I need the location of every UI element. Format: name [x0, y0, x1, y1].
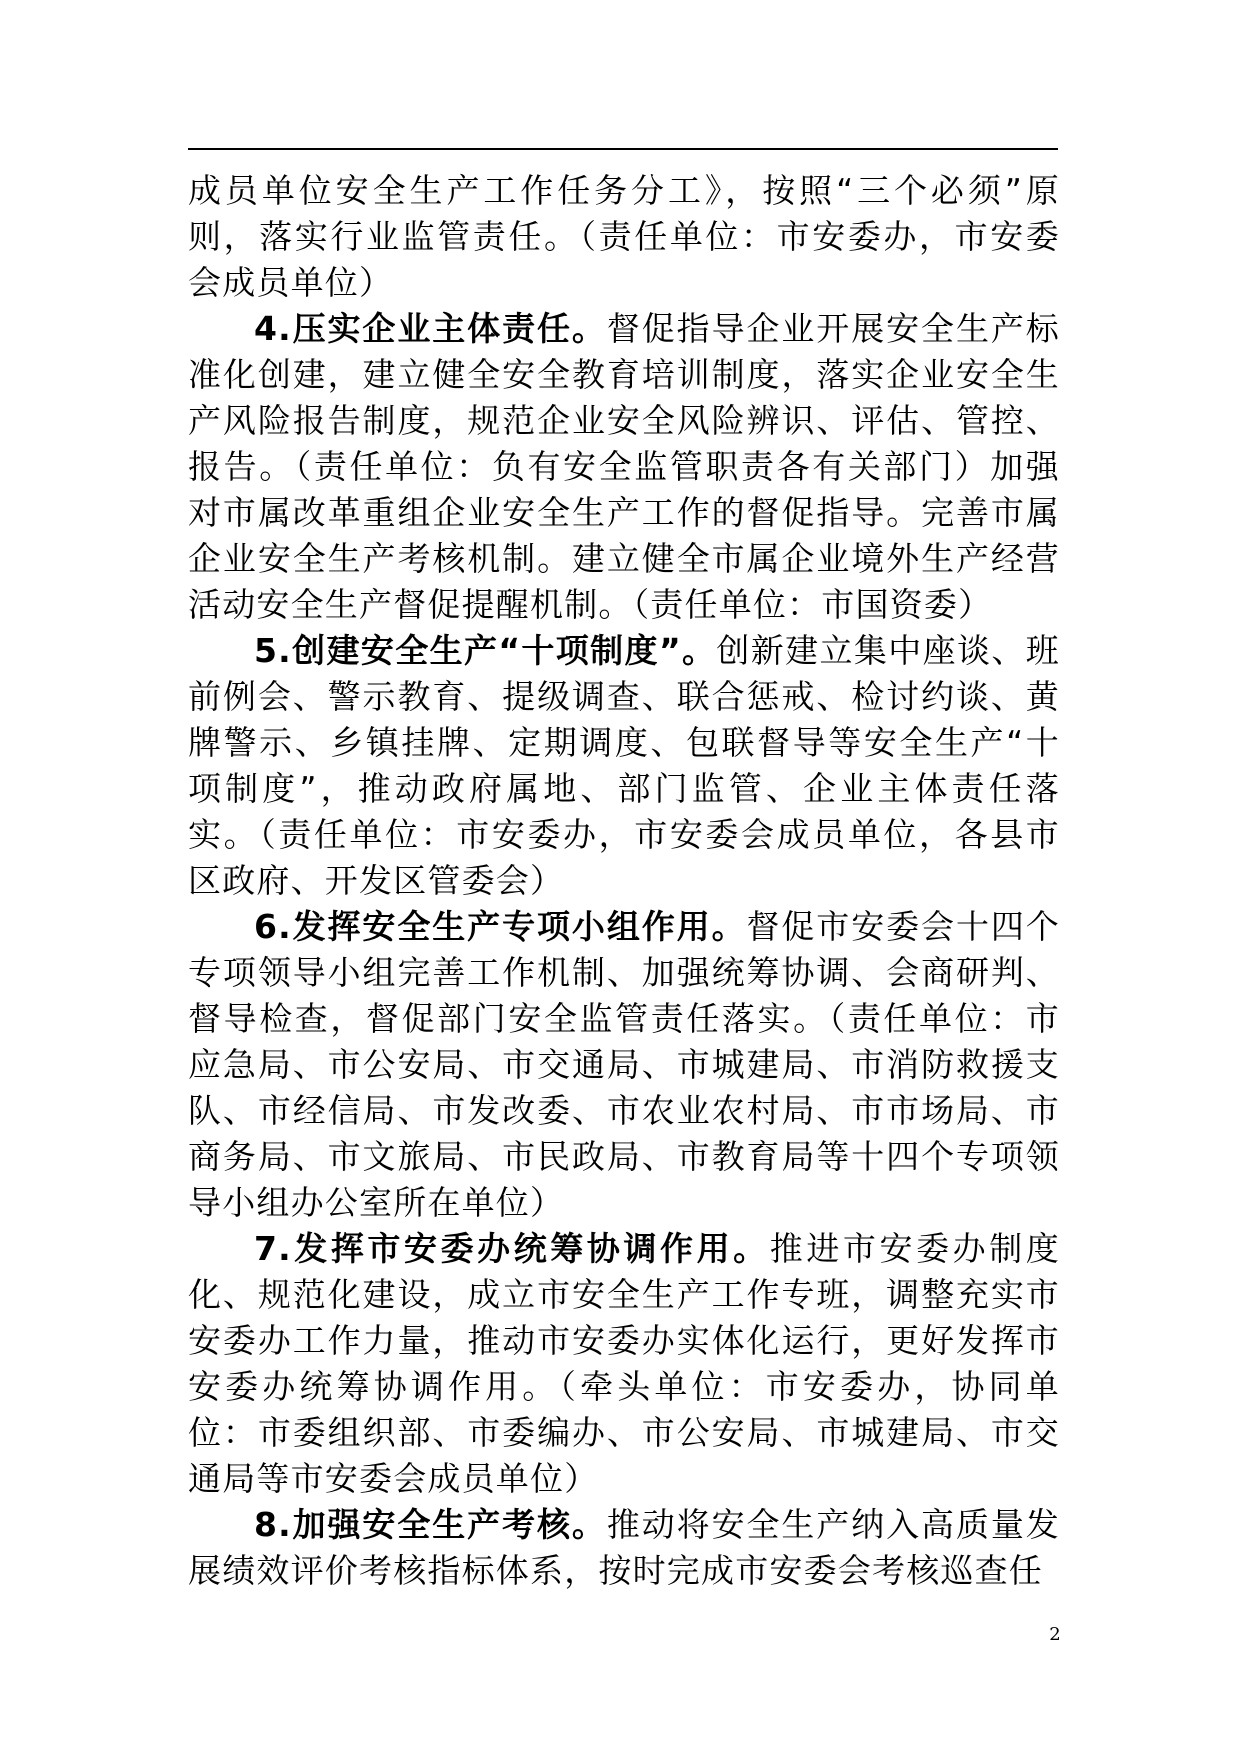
paragraph-heading: 7.发挥市安委办统筹协调作用。	[254, 1229, 770, 1268]
paragraph-heading: 8.加强安全生产考核。	[254, 1505, 607, 1544]
paragraph-text: 创新建立集中座谈、班前例会、警示教育、提级调查、联合惩戒、检讨约谈、黄牌警示、乡镇挂牌、定期调度、包联督导等安全生产“十项制度”，推动政府属地、部门监管、企业主体责任落实。（责任单位：市安委办，市安委会成员单位，各县市区政府、开发区管委会）	[188, 631, 1061, 900]
paragraph-text: 督促指导企业开展安全生产标准化创建，建立健全安全教育培训制度，落实企业安全生产风险报告制度，规范企业安全风险辨识、评估、管控、报告。（责任单位：负有安全监管职责各有关部门）加强对市属改革重组企业安全生产工作的督促指导。完善市属企业安全生产考核机制。建立健全市属企业境外生产经营活动安全生产督促提醒机制。（责任单位：市国资委）	[188, 309, 1060, 624]
paragraph-item-6	[188, 904, 1060, 1226]
paragraph-heading: 6.发挥安全生产专项小组作用。	[254, 907, 747, 946]
paragraph-item-7	[188, 1226, 1060, 1502]
paragraph-item-5	[188, 628, 1060, 904]
paragraph-text: 督促市安委会十四个专项领导小组完善工作机制、加强统筹协调、会商研判、督导检查，督促部门安全监管责任落实。（责任单位：市应急局、市公安局、市交通局、市城建局、市消防救援支队、市经信局、市发改委、市农业农村局、市市场局、市商务局、市文旅局、市民政局、市教育局等十四个专项领导小组办公室所在单位）	[188, 907, 1060, 1222]
paragraph-item-8	[188, 1502, 1060, 1594]
page-number: 2	[1049, 1624, 1061, 1645]
document-body	[188, 168, 1060, 1594]
paragraph-item-4	[188, 306, 1060, 628]
paragraph-text: 成员单位安全生产工作任务分工》，按照“三个必须”原则，落实行业监管责任。（责任单位：市安委办，市安委会成员单位）	[188, 171, 1060, 302]
paragraph-text: 推动将安全生产纳入高质量发展绩效评价考核指标体系，按时完成市安委会考核巡查任	[188, 1505, 1060, 1590]
header-rule	[188, 148, 1058, 150]
paragraph-continuation	[188, 168, 1060, 306]
paragraph-heading: 4.压实企业主体责任。	[254, 309, 607, 348]
paragraph-heading: 5.创建安全生产“十项制度”。	[254, 631, 717, 670]
paragraph-text: 推进市安委办制度化、规范化建设，成立市安全生产工作专班，调整充实市安委办工作力量，推动市安委办实体化运行，更好发挥市安委办统筹协调作用。（牵头单位：市安委办，协同单位：市委组织部、市委编办、市公安局、市城建局、市交通局等市安委会成员单位）	[188, 1229, 1060, 1498]
